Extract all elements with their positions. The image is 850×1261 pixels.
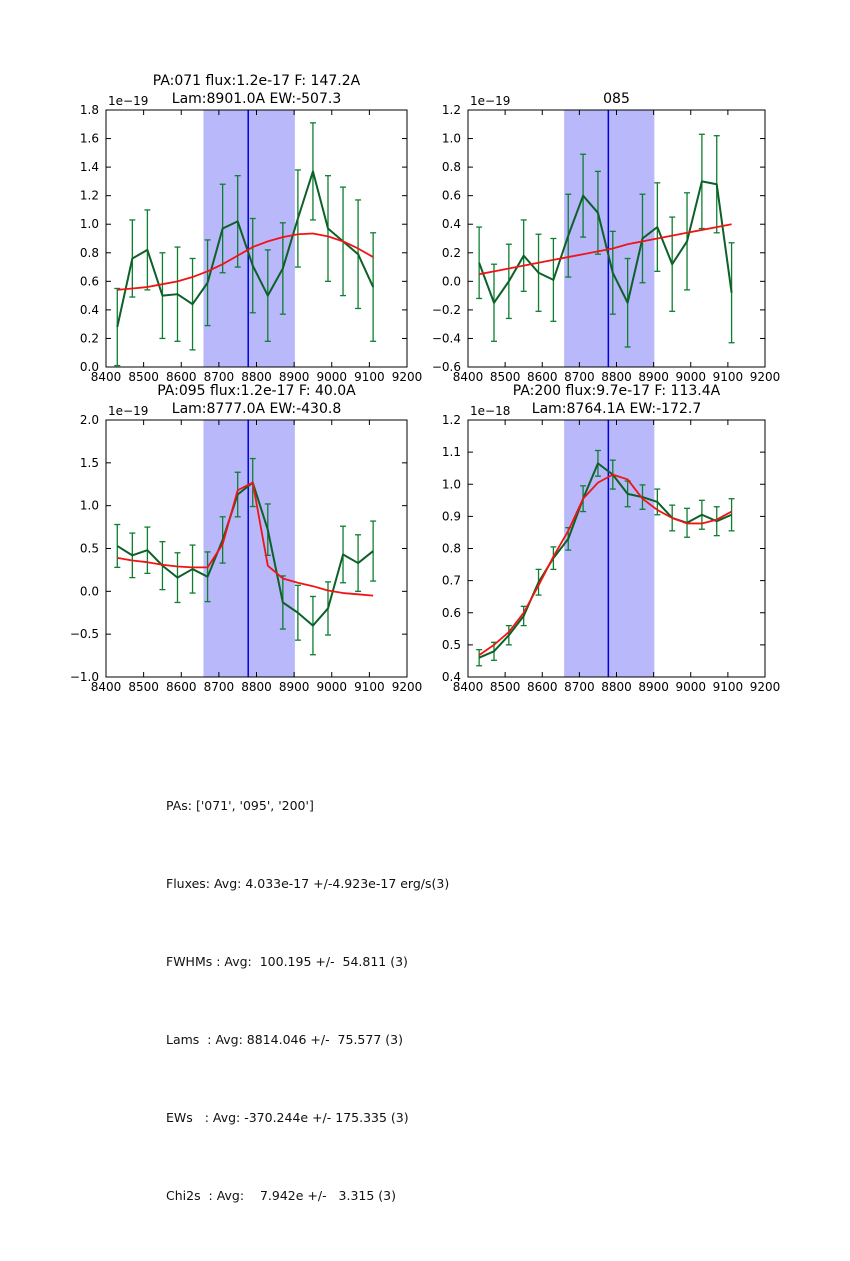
y-tick-label: 0.8 xyxy=(79,245,99,260)
y-tick-label: 1.5 xyxy=(79,455,99,470)
y-tick-label: 0.4 xyxy=(79,302,99,317)
x-tick-label: 8600 xyxy=(526,680,558,694)
y-tick-label: 0.8 xyxy=(441,160,461,175)
subplot-pa071 xyxy=(0,55,430,400)
x-tick-label: 9100 xyxy=(712,370,744,384)
x-tick-label: 8600 xyxy=(526,370,558,384)
stats-block xyxy=(166,741,449,1261)
x-tick-label: 8800 xyxy=(241,370,272,384)
x-tick-label: 8900 xyxy=(638,680,669,694)
axis-offset-label: 1e−18 xyxy=(470,404,511,418)
x-tick-label: 8700 xyxy=(564,680,595,694)
y-tick-label: 1.0 xyxy=(441,477,461,492)
subplot-085 xyxy=(430,55,850,400)
x-tick-label: 9000 xyxy=(675,680,707,694)
axis-offset-label: 1e−19 xyxy=(470,94,511,108)
y-tick-label: −0.6 xyxy=(431,360,461,374)
subplot-title: Lam:8901.0A EW:-507.3 xyxy=(171,91,342,107)
y-tick-label: 1.0 xyxy=(441,131,461,146)
stats-line-chi2s: Chi2s : Avg: 7.942e +/- 3.315 (3) xyxy=(166,1188,397,1203)
axis-offset-label: 1e−19 xyxy=(108,404,149,418)
x-tick-label: 9200 xyxy=(391,680,423,694)
stats-line-fwhms: FWHMs : Avg: 100.195 +/- 54.811 (3) xyxy=(166,954,408,969)
y-tick-label: 0.0 xyxy=(79,360,99,374)
x-tick-label: 8500 xyxy=(489,680,521,694)
x-tick-label: 9000 xyxy=(316,680,348,694)
x-tick-label: 9000 xyxy=(675,370,707,384)
y-tick-label: 1.2 xyxy=(441,413,461,427)
y-tick-label: −0.5 xyxy=(69,627,99,642)
x-tick-label: 8700 xyxy=(564,370,595,384)
y-tick-label: 1.0 xyxy=(79,498,99,513)
stats-line-fluxes: Fluxes: Avg: 4.033e-17 +/-4.923e-17 erg/s(3) xyxy=(166,876,450,891)
axis-offset-label: 1e−19 xyxy=(108,94,149,108)
stats-line-lams: Lams : Avg: 8814.046 +/- 75.577 (3) xyxy=(166,1032,403,1047)
y-tick-label: −0.2 xyxy=(431,302,461,317)
y-tick-label: 0.9 xyxy=(441,509,461,524)
subplot-pa095 xyxy=(0,365,430,710)
subplot-pa200 xyxy=(430,365,850,710)
fit-window-band xyxy=(564,110,654,367)
x-tick-label: 8800 xyxy=(601,680,632,694)
subplot-title: 085 xyxy=(603,91,630,107)
y-tick-label: 1.2 xyxy=(441,103,461,117)
y-tick-label: 0.6 xyxy=(441,188,461,203)
x-tick-label: 8400 xyxy=(90,370,122,384)
x-tick-label: 8900 xyxy=(638,370,669,384)
subplot-title: PA:071 flux:1.2e-17 F: 147.2A xyxy=(152,73,361,89)
subplot-title: PA:095 flux:1.2e-17 F: 40.0A xyxy=(157,383,356,399)
x-tick-label: 8500 xyxy=(128,680,159,694)
x-tick-label: 8400 xyxy=(90,680,122,694)
x-tick-label: 8400 xyxy=(452,680,484,694)
y-tick-label: 1.0 xyxy=(79,217,99,232)
y-tick-label: 1.8 xyxy=(79,103,99,117)
x-tick-label: 8600 xyxy=(165,680,197,694)
fit-window-band xyxy=(203,110,294,367)
y-tick-label: 1.2 xyxy=(79,188,99,203)
x-tick-label: 9100 xyxy=(712,680,744,694)
x-tick-label: 9100 xyxy=(354,680,385,694)
y-tick-label: 0.0 xyxy=(79,584,99,599)
fit-window-band xyxy=(203,420,294,677)
x-tick-label: 9200 xyxy=(749,370,781,384)
x-tick-label: 8900 xyxy=(278,370,310,384)
y-tick-label: 0.5 xyxy=(79,541,99,556)
x-tick-label: 8700 xyxy=(203,370,235,384)
y-tick-label: 0.6 xyxy=(441,605,461,620)
y-tick-label: 1.1 xyxy=(441,445,461,460)
y-tick-label: 1.4 xyxy=(79,160,99,175)
y-tick-label: 0.6 xyxy=(79,274,99,289)
x-tick-label: 8800 xyxy=(601,370,632,384)
y-tick-label: 0.2 xyxy=(441,245,461,260)
y-tick-label: −0.4 xyxy=(431,331,461,346)
subplot-title: PA:200 flux:9.7e-17 F: 113.4A xyxy=(512,383,721,399)
stats-line-ews: EWs : Avg: -370.244e +/- 175.335 (3) xyxy=(166,1110,409,1125)
y-tick-label: 0.0 xyxy=(441,274,461,289)
subplot-title: Lam:8777.0A EW:-430.8 xyxy=(171,401,342,417)
x-tick-label: 8800 xyxy=(241,680,272,694)
y-tick-label: 0.8 xyxy=(441,541,461,556)
x-tick-label: 9200 xyxy=(749,680,781,694)
y-tick-label: 2.0 xyxy=(79,413,99,427)
x-tick-label: 8900 xyxy=(278,680,310,694)
y-tick-label: −1.0 xyxy=(69,670,99,684)
subplot-title: Lam:8764.1A EW:-172.7 xyxy=(531,401,702,417)
y-tick-label: 0.5 xyxy=(441,637,461,652)
x-tick-label: 8500 xyxy=(489,370,521,384)
x-tick-label: 9000 xyxy=(316,370,348,384)
y-tick-label: 0.2 xyxy=(79,331,99,346)
y-tick-label: 0.4 xyxy=(441,670,461,684)
x-tick-label: 8500 xyxy=(128,370,159,384)
y-tick-label: 0.7 xyxy=(441,573,461,588)
x-tick-label: 8700 xyxy=(203,680,235,694)
x-tick-label: 9200 xyxy=(391,370,423,384)
x-tick-label: 9100 xyxy=(354,370,385,384)
y-tick-label: 0.4 xyxy=(441,217,461,232)
stats-line-pas: PAs: ['071', '095', '200'] xyxy=(166,798,314,813)
y-tick-label: 1.6 xyxy=(79,131,99,146)
fit-window-band xyxy=(564,420,654,677)
x-tick-label: 8600 xyxy=(165,370,197,384)
x-tick-label: 8400 xyxy=(452,370,484,384)
